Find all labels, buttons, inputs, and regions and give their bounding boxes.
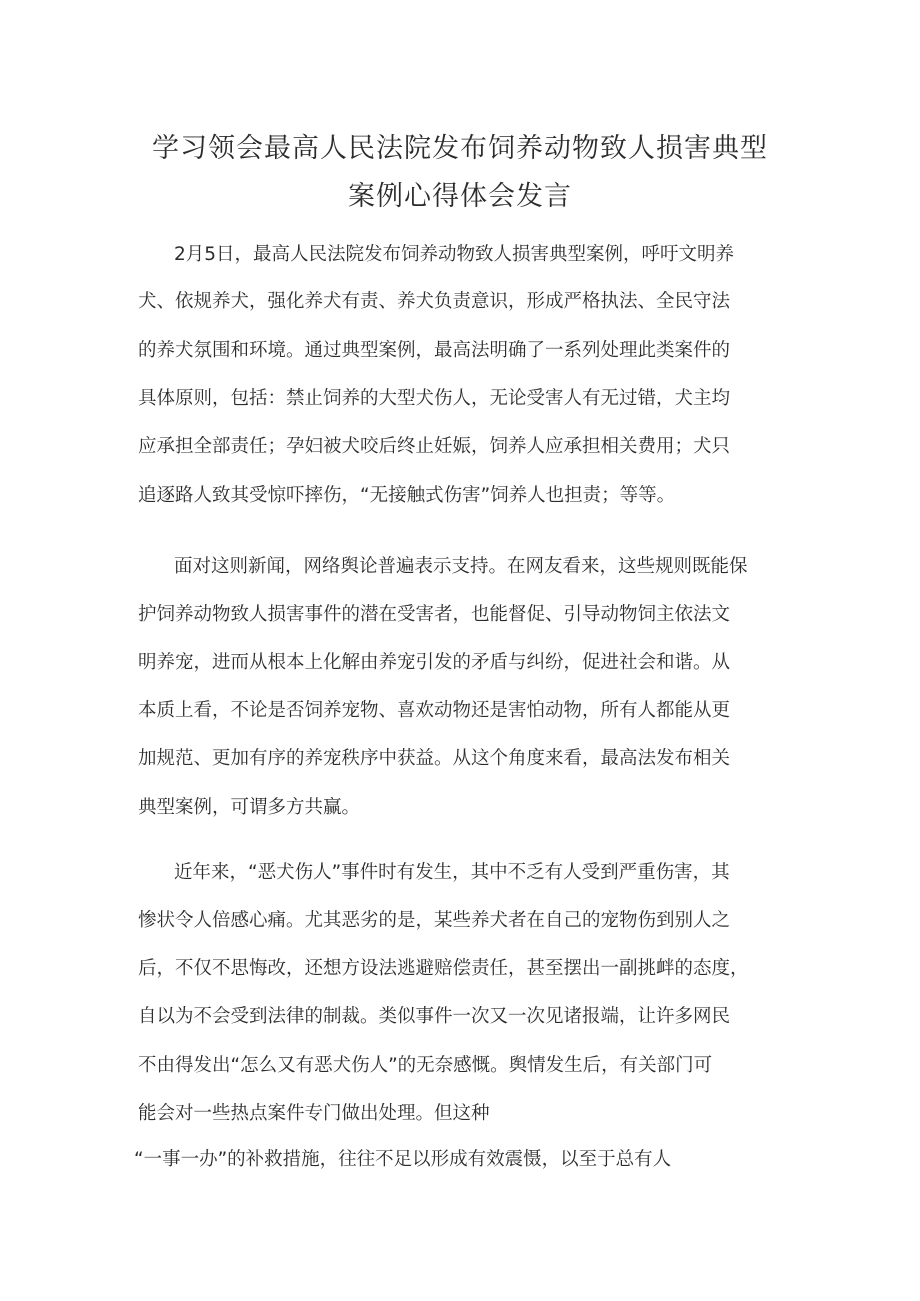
paragraph-3-line-1: 近年来，“恶犬伤人”事件时有发生，其中不乏有人受到严重伤害，其: [174, 862, 730, 883]
paragraph-2-line-2: 护饲养动物致人损害事件的潜在受害者，也能督促、引导动物饲主依法文: [138, 604, 731, 625]
paragraph-3-line-6: 能会对一些热点案件专门做出处理。但这种: [138, 1103, 490, 1124]
paragraph-2-line-6: 典型案例，可谓多方共赢。: [138, 797, 361, 818]
paragraph-1-line-6: 追逐路人致其受惊吓摔伤，“无接触式伤害”饲养人也担责；等等。: [138, 485, 676, 506]
paragraph-3-line-4: 自以为不会受到法律的制裁。类似事件一次又一次见诸报端，让许多网民: [138, 1006, 731, 1027]
paragraph-3-line-5: 不由得发出“怎么又有恶犬伤人”的无奈感慨。舆情发生后，有关部门可: [138, 1055, 713, 1076]
paragraph-1-line-5: 应承担全部责任；孕妇被犬咬后终止妊娠，饲养人应承担相关费用；犬只: [138, 436, 731, 457]
paragraph-1-line-3: 的养犬氛围和环境。通过典型案例，最高法明确了一系列处理此类案件的: [138, 340, 731, 361]
paragraph-2-line-5: 加规范、更加有序的养宠秩序中获益。从这个角度来看，最高法发布相关: [138, 748, 731, 769]
paragraph-1-line-2: 犬、依规养犬，强化养犬有责、养犬负责意识，形成严格执法、全民守法: [138, 291, 731, 312]
paragraph-3-line-2: 惨状令人倍感心痛。尤其恶劣的是，某些养犬者在自己的宠物伤到别人之: [138, 910, 731, 931]
paragraph-2-line-3: 明养宠，进而从根本上化解由养宠引发的矛盾与纠纷，促进社会和谐。从: [138, 652, 731, 673]
document-title-line-1: 学习领会最高人民法院发布饲养动物致人损害典型: [152, 133, 768, 164]
document-title-line-2: 案例心得体会发言: [348, 181, 572, 212]
paragraph-3-line-7: “一事一办”的补救措施，往往不足以形成有效震慑，以至于总有人: [134, 1149, 672, 1170]
paragraph-1-line-1: 2月5日，最高人民法院发布饲养动物致人损害典型案例，呼吁文明养: [174, 244, 735, 265]
paragraph-2-line-4: 本质上看，不论是否饲养宠物、喜欢动物还是害怕动物，所有人都能从更: [138, 700, 731, 721]
paragraph-1-line-4: 具体原则，包括：禁止饲养的大型犬伤人，无论受害人有无过错，犬主均: [138, 388, 731, 409]
paragraph-3-line-3: 后，不仅不思悔改，还想方设法逃避赔偿责任，甚至摆出一副挑衅的态度，: [138, 958, 749, 979]
paragraph-2-line-1: 面对这则新闻，网络舆论普遍表示支持。在网友看来，这些规则既能保: [174, 556, 748, 577]
